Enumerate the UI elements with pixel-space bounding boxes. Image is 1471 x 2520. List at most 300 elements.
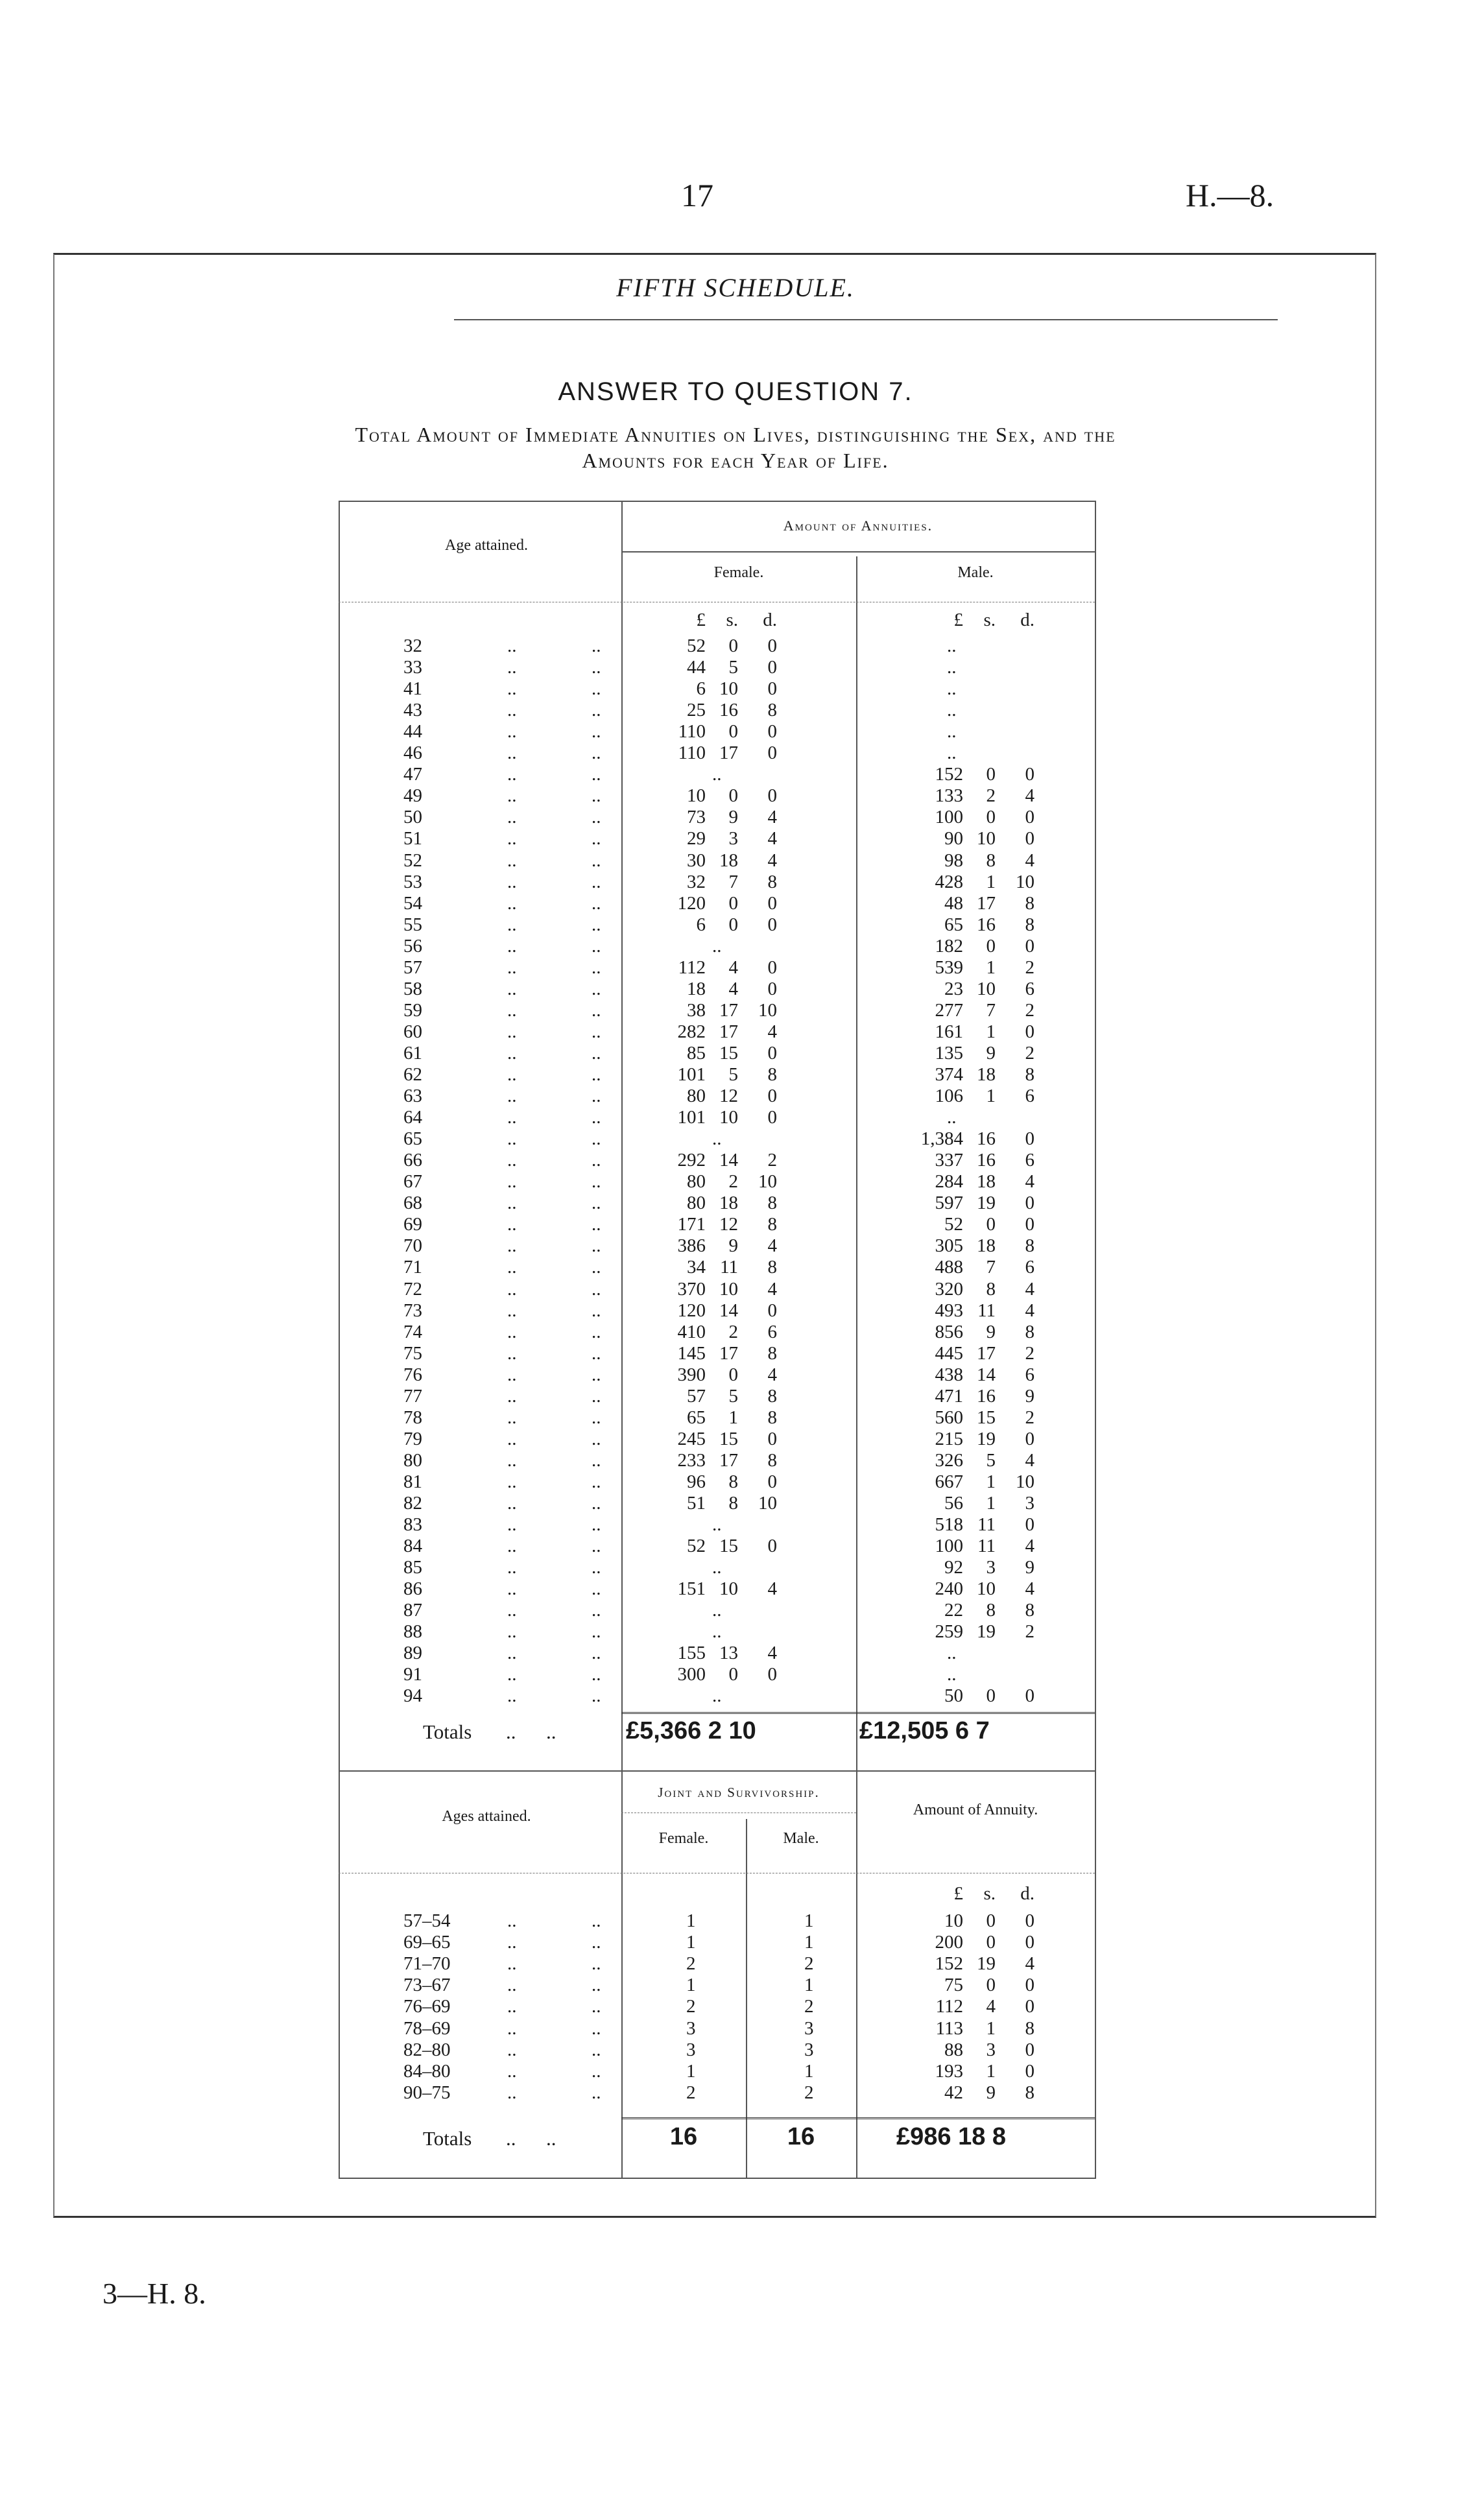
male-pounds: 135 (935, 1043, 963, 1064)
male-shillings: 1 (986, 1493, 996, 1514)
female-shillings: 9 (728, 1235, 738, 1256)
leader-dots: .. (507, 1043, 517, 1064)
female-pence: 0 (767, 914, 777, 935)
leader-dots: .. (592, 764, 601, 785)
female-pence: 8 (767, 1343, 777, 1364)
answer-title: ANSWER TO QUESTION 7. (558, 377, 913, 406)
female-pounds: 155 (677, 1643, 706, 1663)
male-pence: 6 (1025, 1364, 1034, 1385)
male-shillings: 10 (977, 828, 996, 849)
male-pounds: 259 (935, 1621, 963, 1642)
table-row (403, 1910, 1091, 1932)
female-count: 2 (686, 1996, 696, 2017)
age-cell: 78–69 (403, 2018, 451, 2039)
male-pounds: 284 (935, 1171, 963, 1192)
leader-dots: .. (592, 1536, 601, 1556)
female-blank: .. (712, 1685, 722, 1706)
leader-dots: .. (592, 1279, 601, 1300)
male-shillings: 11 (977, 1300, 996, 1321)
table-row (403, 1643, 1091, 1664)
female-blank: .. (712, 1600, 722, 1621)
t2-female-header: Female. (658, 1830, 709, 1847)
male-shillings: 7 (986, 1257, 996, 1278)
male-pounds: 152 (935, 764, 963, 785)
table-row (403, 1471, 1091, 1493)
male-pence: 0 (1025, 1214, 1034, 1235)
leader-dots: .. (507, 1021, 517, 1042)
leader-dots: .. (592, 1557, 601, 1578)
leader-dots: .. (507, 1429, 517, 1449)
table-row (403, 2018, 1091, 2039)
table-row (403, 1021, 1091, 1043)
female-pence: 0 (767, 1107, 777, 1128)
leader-dots: .. (507, 2061, 517, 2082)
male-blank: .. (947, 657, 957, 678)
age-cell: 51 (403, 828, 422, 849)
male-pounds: 539 (935, 957, 963, 978)
female-pence: 8 (767, 1064, 777, 1085)
table-row (403, 850, 1091, 872)
age-cell: 84–80 (403, 2061, 451, 2082)
male-pounds: 305 (935, 1235, 963, 1256)
male-pence: 6 (1025, 1150, 1034, 1171)
table-row (403, 1000, 1091, 1021)
table-row (403, 828, 1091, 850)
female-pounds: 112 (678, 957, 706, 978)
female-pence: 6 (767, 1322, 777, 1342)
age-cell: 56 (403, 936, 422, 957)
male-blank: .. (947, 700, 957, 720)
page-reference: H.—8. (1186, 177, 1274, 213)
table-row (403, 1557, 1091, 1578)
amount-pence: 0 (1025, 1996, 1034, 2017)
leader-dots: .. (592, 1621, 601, 1642)
female-pounds: 110 (678, 743, 706, 763)
male-shillings: 2 (986, 785, 996, 806)
female-shillings: 18 (719, 1193, 738, 1213)
leader-dots: .. (592, 1364, 601, 1385)
male-pounds: 65 (944, 914, 963, 935)
female-header: Female. (713, 564, 764, 581)
table1-totals-rule (621, 1712, 1095, 1714)
amount-pounds: 75 (944, 1975, 963, 1995)
leader-dots: .. (507, 743, 517, 763)
male-shillings: 8 (986, 1279, 996, 1300)
leader-dots: .. (592, 1214, 601, 1235)
male-shillings: 19 (977, 1429, 996, 1449)
age-cell: 41 (403, 678, 422, 699)
amount-pence: 8 (1025, 2018, 1034, 2039)
age-cell: 84 (403, 1536, 422, 1556)
male-pounds: 106 (935, 1086, 963, 1106)
leader-dots: .. (592, 828, 601, 849)
female-pence: 0 (767, 1429, 777, 1449)
male-pounds: 320 (935, 1279, 963, 1300)
leader-dots: .. (592, 1932, 601, 1953)
female-pence: 0 (767, 957, 777, 978)
unit-pound: £ (953, 1883, 963, 1904)
female-shillings: 12 (719, 1086, 738, 1106)
leader-dots: .. (507, 785, 517, 806)
leader-dots: .. (592, 1407, 601, 1428)
female-pence: 8 (767, 1407, 777, 1428)
female-pounds: 10 (687, 785, 706, 806)
table-row (403, 1193, 1091, 1214)
table-row (403, 1493, 1091, 1514)
unit-row-female (621, 610, 856, 631)
leader-dots: .. (507, 1975, 517, 1995)
age-cell: 94 (403, 1685, 422, 1706)
amount-pence: 0 (1025, 1932, 1034, 1953)
age-attained-header: Age attained. (445, 537, 528, 554)
leader-dots: .. (592, 678, 601, 699)
male-pence: 0 (1025, 936, 1034, 957)
leader-dots: .. (592, 1910, 601, 1931)
leader-dots: .. (507, 872, 517, 892)
female-pounds: 6 (696, 678, 706, 699)
male-pounds: 428 (935, 872, 963, 892)
amount-pounds: 112 (935, 1996, 963, 2017)
female-count: 1 (686, 1975, 696, 1995)
table1-bottom-border (339, 1770, 1095, 1772)
female-pence: 8 (767, 1214, 777, 1235)
leader-dots: .. (592, 1021, 601, 1042)
leader-dots: .. (507, 1193, 517, 1213)
female-shillings: 5 (728, 1064, 738, 1085)
male-shillings: 1 (986, 957, 996, 978)
leader-dots: .. (507, 1086, 517, 1106)
male-shillings: 8 (986, 1600, 996, 1621)
male-pence: 4 (1025, 1300, 1034, 1321)
female-pounds: 151 (677, 1578, 706, 1599)
amount-shillings: 3 (986, 2039, 996, 2060)
leader-dots: .. (592, 743, 601, 763)
table-row (403, 1996, 1091, 2017)
leader-dots: .. (592, 1107, 601, 1128)
female-pounds: 51 (687, 1493, 706, 1514)
leader-dots: .. (507, 1953, 517, 1974)
amount-pounds: 200 (935, 1932, 963, 1953)
male-count: 1 (804, 2061, 814, 2082)
female-pence: 0 (767, 657, 777, 678)
amount-pounds: 113 (935, 2018, 963, 2039)
age-cell: 82 (403, 1493, 422, 1514)
female-pounds: 6 (696, 914, 706, 935)
male-pounds: 133 (935, 785, 963, 806)
leader-dots: .. (507, 636, 517, 656)
male-blank: .. (947, 1643, 957, 1663)
amount-pounds: 10 (944, 1910, 963, 1931)
amount-shillings: 1 (986, 2018, 996, 2039)
female-pence: 0 (767, 636, 777, 656)
amount-pence: 0 (1025, 2039, 1034, 2060)
age-cell: 89 (403, 1643, 422, 1663)
ages-attained-header: Ages attained. (442, 1808, 531, 1825)
male-pounds: 92 (944, 1557, 963, 1578)
amount-pounds: 193 (935, 2061, 963, 2082)
female-pounds: 120 (677, 1300, 706, 1321)
male-shillings: 18 (977, 1064, 996, 1085)
male-shillings: 0 (986, 807, 996, 827)
age-cell: 83 (403, 1514, 422, 1535)
table-row (403, 1214, 1091, 1235)
age-cell: 86 (403, 1578, 422, 1599)
female-shillings: 17 (719, 1000, 738, 1021)
age-cell: 47 (403, 764, 422, 785)
table-row (403, 1150, 1091, 1171)
amount-of-annuity-header: Amount of Annuity. (913, 1801, 1038, 1818)
leader-dots: .. (507, 1643, 517, 1663)
female-pence: 10 (758, 1493, 777, 1514)
totals-dots: .. .. (506, 2127, 556, 2150)
age-cell: 71–70 (403, 1953, 451, 1974)
leader-dots: .. (507, 2039, 517, 2060)
unit-shillings: s. (983, 1883, 996, 1904)
amount-shillings: 9 (986, 2082, 996, 2103)
male-count: 1 (804, 1975, 814, 1995)
leader-dots: .. (507, 1514, 517, 1535)
leader-dots: .. (507, 1621, 517, 1642)
leader-dots: .. (507, 1257, 517, 1278)
female-pounds: 282 (677, 1021, 706, 1042)
female-pounds: 52 (687, 636, 706, 656)
age-cell: 73 (403, 1300, 422, 1321)
male-pence: 2 (1025, 1000, 1034, 1021)
leader-dots: .. (507, 1600, 517, 1621)
leader-dots: .. (592, 1450, 601, 1471)
leader-dots: .. (592, 1386, 601, 1407)
table-row (403, 721, 1091, 743)
age-cell: 82–80 (403, 2039, 451, 2060)
female-count: 1 (686, 1910, 696, 1931)
leader-dots: .. (507, 1300, 517, 1321)
leader-dots: .. (592, 1429, 601, 1449)
male-pence: 0 (1025, 828, 1034, 849)
female-shillings: 0 (728, 1364, 738, 1385)
male-pence: 2 (1025, 1343, 1034, 1364)
leader-dots: .. (592, 1643, 601, 1663)
male-pence: 8 (1025, 1600, 1034, 1621)
female-shillings: 0 (728, 785, 738, 806)
page-number: 17 (681, 177, 713, 213)
male-pence: 0 (1025, 1429, 1034, 1449)
unit-pence: d. (1020, 610, 1034, 630)
age-cell: 62 (403, 1064, 422, 1085)
male-shillings: 10 (977, 1578, 996, 1599)
age-cell: 50 (403, 807, 422, 827)
table-row (403, 764, 1091, 785)
age-cell: 63 (403, 1086, 422, 1106)
age-cell: 73–67 (403, 1975, 451, 1995)
leader-dots: .. (592, 1086, 601, 1106)
table-row (403, 936, 1091, 957)
female-shillings: 2 (728, 1171, 738, 1192)
amount-pence: 0 (1025, 1975, 1034, 1995)
age-cell: 70 (403, 1235, 422, 1256)
male-pounds: 438 (935, 1364, 963, 1385)
age-cell: 68 (403, 1193, 422, 1213)
leader-dots: .. (592, 807, 601, 827)
male-pounds: 560 (935, 1407, 963, 1428)
male-pence: 8 (1025, 1235, 1034, 1256)
unit-shillings: s. (726, 610, 738, 630)
leader-dots: .. (507, 1471, 517, 1492)
female-pounds: 80 (687, 1086, 706, 1106)
female-shillings: 15 (719, 1429, 738, 1449)
male-pence: 4 (1025, 1171, 1034, 1192)
female-shillings: 3 (728, 828, 738, 849)
male-shillings: 7 (986, 1000, 996, 1021)
leader-dots: .. (507, 1128, 517, 1149)
female-pounds: 410 (677, 1322, 706, 1342)
leader-dots: .. (592, 1996, 601, 2017)
table-row (403, 807, 1091, 828)
amount-shillings: 0 (986, 1975, 996, 1995)
amount-shillings: 1 (986, 2061, 996, 2082)
leader-dots: .. (507, 1450, 517, 1471)
age-cell: 57 (403, 957, 422, 978)
female-shillings: 17 (719, 1343, 738, 1364)
age-cell: 87 (403, 1600, 422, 1621)
leader-dots: .. (507, 1171, 517, 1192)
female-pence: 2 (767, 1150, 777, 1171)
female-pounds: 101 (677, 1107, 706, 1128)
female-shillings: 10 (719, 1578, 738, 1599)
table-row (403, 700, 1091, 721)
table-row (403, 785, 1091, 807)
age-cell: 88 (403, 1621, 422, 1642)
female-pounds: 32 (687, 872, 706, 892)
age-cell: 74 (403, 1322, 422, 1342)
leader-dots: .. (592, 1685, 601, 1706)
male-pence: 0 (1025, 807, 1034, 827)
female-shillings: 0 (728, 636, 738, 656)
leader-dots: .. (592, 1514, 601, 1535)
female-pounds: 65 (687, 1407, 706, 1428)
female-pounds: 233 (677, 1450, 706, 1471)
male-pounds: 215 (935, 1429, 963, 1449)
male-count: 3 (804, 2039, 814, 2060)
male-shillings: 9 (986, 1043, 996, 1064)
female-blank: .. (712, 936, 722, 957)
unit-pence: d. (763, 610, 777, 630)
male-shillings: 3 (986, 1557, 996, 1578)
amount-of-annuities-header: Amount of Annuities. (783, 517, 933, 534)
table-row (403, 1322, 1091, 1343)
leader-dots: .. (507, 828, 517, 849)
male-pence: 0 (1025, 1193, 1034, 1213)
leader-dots: .. (507, 1279, 517, 1300)
female-shillings: 0 (728, 893, 738, 914)
male-pence: 4 (1025, 1279, 1034, 1300)
table-row (403, 979, 1091, 1000)
female-pence: 0 (767, 979, 777, 999)
female-shillings: 2 (728, 1322, 738, 1342)
female-shillings: 15 (719, 1536, 738, 1556)
female-pounds: 57 (687, 1386, 706, 1407)
leader-dots: .. (507, 657, 517, 678)
female-blank: .. (712, 1514, 722, 1535)
leader-dots: .. (592, 1235, 601, 1256)
male-pounds: 100 (935, 807, 963, 827)
male-pence: 8 (1025, 914, 1034, 935)
leader-dots: .. (592, 1000, 601, 1021)
male-shillings: 8 (986, 850, 996, 871)
male-blank: .. (947, 743, 957, 763)
female-count: 1 (686, 1932, 696, 1953)
leader-dots: .. (507, 1557, 517, 1578)
male-blank: .. (947, 1664, 957, 1685)
male-shillings: 11 (977, 1536, 996, 1556)
female-pence: 8 (767, 1257, 777, 1278)
leader-dots: .. (592, 1343, 601, 1364)
table-row (403, 957, 1091, 979)
male-blank: .. (947, 636, 957, 656)
female-pence: 4 (767, 1578, 777, 1599)
male-pounds: 445 (935, 1343, 963, 1364)
amount-pounds: 88 (944, 2039, 963, 2060)
table-row (403, 1407, 1091, 1429)
male-pounds: 1,384 (920, 1128, 963, 1149)
leader-dots: .. (507, 1578, 517, 1599)
female-pence: 4 (767, 1235, 777, 1256)
leader-dots: .. (507, 1000, 517, 1021)
table-row (403, 1621, 1091, 1643)
table-row (403, 1975, 1091, 1996)
male-pounds: 56 (944, 1493, 963, 1514)
age-cell: 80 (403, 1450, 422, 1471)
leader-dots: .. (507, 936, 517, 957)
female-pence: 4 (767, 1364, 777, 1385)
male-pence: 2 (1025, 1621, 1034, 1642)
leader-dots: .. (592, 1975, 601, 1995)
table-row (403, 1343, 1091, 1364)
leader-dots: .. (507, 1685, 517, 1706)
male-shillings: 0 (986, 764, 996, 785)
male-pounds: 100 (935, 1536, 963, 1556)
male-count: 1 (804, 1932, 814, 1953)
female-pounds: 386 (677, 1235, 706, 1256)
male-pounds: 856 (935, 1322, 963, 1342)
leader-dots: .. (592, 1578, 601, 1599)
male-pence: 2 (1025, 1043, 1034, 1064)
leader-dots: .. (592, 1953, 601, 1974)
male-shillings: 18 (977, 1171, 996, 1192)
age-cell: 85 (403, 1557, 422, 1578)
t2-total-male: 16 (787, 2123, 815, 2150)
male-pence: 4 (1025, 785, 1034, 806)
male-pence: 8 (1025, 1064, 1034, 1085)
leader-dots: .. (592, 1150, 601, 1171)
male-pence: 0 (1025, 1685, 1034, 1706)
male-pence: 0 (1025, 1514, 1034, 1535)
female-shillings: 9 (728, 807, 738, 827)
table1-left-border (339, 501, 340, 1772)
male-shillings: 1 (986, 1086, 996, 1106)
table-row (403, 872, 1091, 893)
leader-dots: .. (592, 636, 601, 656)
female-pounds: 52 (687, 1536, 706, 1556)
amount-shillings: 0 (986, 1910, 996, 1931)
age-cell: 46 (403, 743, 422, 763)
leader-dots: .. (507, 914, 517, 935)
table-row (403, 1514, 1091, 1536)
table-row (403, 1107, 1091, 1128)
male-pounds: 277 (935, 1000, 963, 1021)
table-row (403, 636, 1091, 657)
table-row (403, 743, 1091, 764)
table-row (403, 1171, 1091, 1193)
